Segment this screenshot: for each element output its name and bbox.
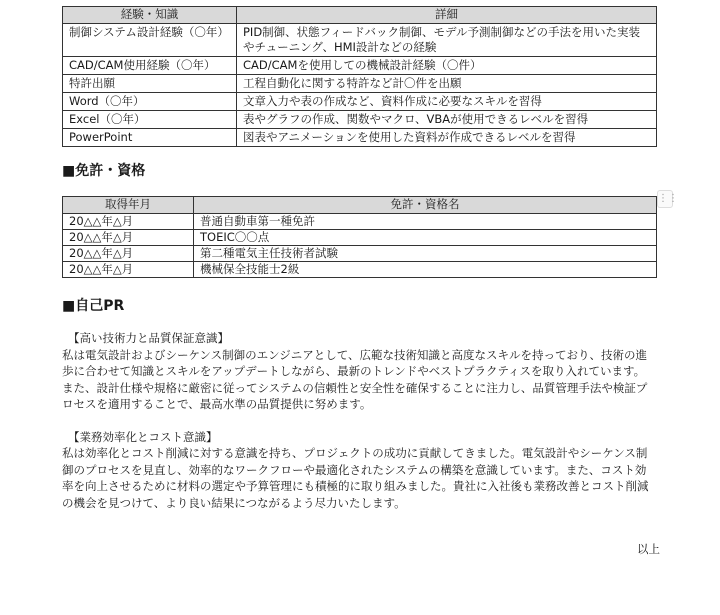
licenses-table [62,196,657,278]
table-row [63,129,657,147]
license-name: 第二種電気主任技術者試験 [194,246,657,262]
drag-handle-icon[interactable]: ⋮⋮ [657,190,673,208]
skill-item: Excel（〇年） [63,111,237,129]
skills-table-header-row [63,7,657,24]
skill-item: PowerPoint [63,129,237,147]
skill-detail: CAD/CAMを使用しての機械設計経験（〇件） [237,57,657,75]
license-date: 20△△年△月 [63,262,194,278]
license-name: TOEIC〇〇点 [194,230,657,246]
skill-detail: 図表やアニメーションを使用した資料が作成できるレベルを習得 [237,129,657,147]
license-name: 普通自動車第一種免許 [194,214,657,230]
licenses-header-date: 取得年月 [63,197,194,214]
table-row [63,111,657,129]
self-pr-body: 私は電気設計およびシーケンス制御のエンジニアとして、広範な技術知識と高度なスキルを持っており、技術の進歩に合わせて知識とスキルをアップデートしながら、最新のトレンドやベストプラクティスを取り入れています。また、設計仕様や規格に厳密に従ってシステムの信頼性と安全性を確保することに注力し、品質管理手法や検証プロセスを適用することで、最高水準の品質提供に努めます。 [62,347,648,411]
self-pr-body: 私は効率化とコスト削減に対する意識を持ち、プロジェクトの成功に貢献してきました。電気設計やシーケンス制御のプロセスを見直し、効率的なワークフローや最適化されたシステムの構築を意識しています。また、コスト効率を向上させるために材料の選定や予算管理にも積極的に取り組みました。貴社に入社後も業務改善とコスト削減の機会を見つけて、より良い結果につながるよう尽力いたします。 [62,446,649,510]
licenses-section-title: ■免許・資格 [62,163,146,179]
self-pr-heading: 【高い技術力と品質保証意識】 [68,331,229,345]
table-row [63,57,657,75]
skills-header-experience: 経験・知識 [63,7,237,24]
table-row [63,230,657,246]
skill-detail: 文章入力や表の作成など、資料作成に必要なスキルを習得 [237,93,657,111]
self-pr-block [62,330,656,413]
licenses-table-header-row [63,197,657,214]
self-pr-block [62,429,656,512]
skill-detail: PID制御、状態フィードバック制御、モデル予測制御などの手法を用いた実装やチューニング、HMI設計などの経験 [237,24,657,57]
table-row [63,93,657,111]
skill-item: 制御システム設計経験（〇年） [63,24,237,57]
table-row [63,214,657,230]
self-pr-section-title: ■自己PR [62,298,125,314]
skill-item: Word（〇年） [63,93,237,111]
self-pr-heading: 【業務効率化とコスト意識】 [68,429,218,444]
license-date: 20△△年△月 [63,230,194,246]
table-row [63,75,657,93]
skill-detail: 工程自動化に関する特許など計〇件を出願 [237,75,657,93]
table-row [63,246,657,262]
table-row [63,24,657,57]
skills-header-detail: 詳細 [237,7,657,24]
skill-detail: 表やグラフの作成、関数やマクロ、VBAが使用できるレベルを習得 [237,111,657,129]
license-name: 機械保全技能士2級 [194,262,657,278]
licenses-header-name: 免許・資格名 [194,197,657,214]
table-row [63,262,657,278]
license-date: 20△△年△月 [63,214,194,230]
document-page [62,6,656,511]
license-date: 20△△年△月 [63,246,194,262]
skills-table [62,6,657,147]
skill-item: 特許出願 [63,75,237,93]
closing-text: 以上 [637,542,660,556]
skill-item: CAD/CAM使用経験（〇年） [63,57,237,75]
